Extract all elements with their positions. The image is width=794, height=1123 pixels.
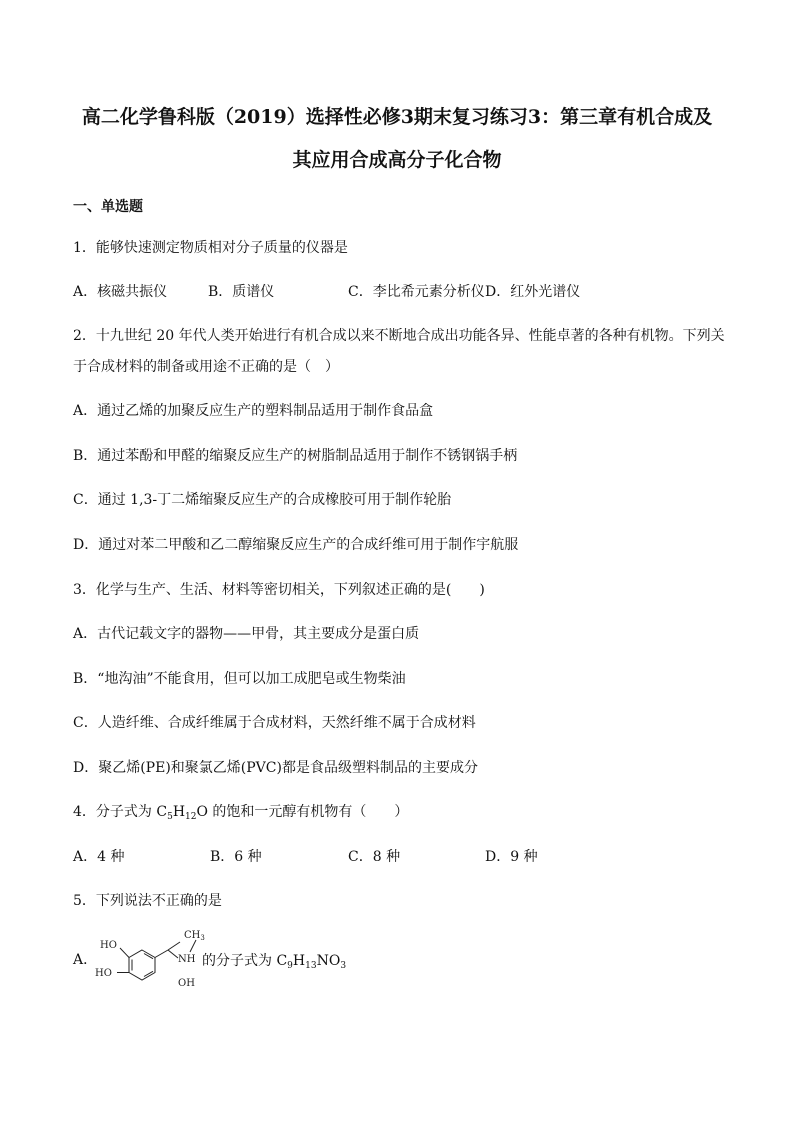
ho-top-label: HO [100, 940, 117, 951]
q3-option-a: A．古代记载文字的器物——甲骨，其主要成分是蛋白质 [73, 626, 420, 642]
bond-ch-nh [168, 950, 178, 958]
q1-option-a: A．核磁共振仪 [73, 284, 168, 300]
q2-stem-line-2: 于合成材料的制备或用途不正确的是（ ） [73, 359, 339, 375]
q5-option-a-label: A． [73, 952, 98, 968]
q4-option-c: C．8 种 [348, 849, 401, 865]
q2-option-d: D．通过对苯二甲酸和乙二醇缩聚反应生产的合成纤维可用于制作宇航服 [73, 537, 519, 553]
document-title-line-2: 其应用合成高分子化合物 [292, 149, 502, 171]
bond-ch-oh [168, 942, 180, 950]
q5-option-a-text: 的分子式为 $C_9H_{13}NO_3$ [202, 953, 347, 971]
bond-ho-top [120, 948, 129, 958]
q4-option-b: B．6 种 [210, 849, 262, 865]
q1-stem: 1．能够快速测定物质相对分子质量的仪器是 [73, 240, 348, 256]
q1-options [73, 282, 693, 302]
nh-label: NH [178, 954, 196, 965]
section-heading: 一、单选题 [73, 199, 143, 215]
q4-stem: 4．分子式为 $C_5H_{12}O$ 的饱和一元醇有机物有（ ） [73, 804, 409, 822]
bond-side-chain [155, 950, 168, 958]
q2-stem-line-1: 2．十九世纪 20 年代人类开始进行有机合成以来不断地合成出功能各异、性能卓著的各种有机物。下列关 [73, 328, 725, 344]
q3-stem: 3．化学与生产、生活、材料等密切相关，下列叙述正确的是( ) [73, 582, 485, 598]
q4-option-a: A．4 种 [73, 849, 125, 865]
molecule-structure-diagram [92, 928, 205, 992]
bond-n-ch3 [190, 940, 196, 952]
oh-label: OH [178, 978, 195, 989]
q4-options [73, 847, 693, 867]
q3-option-b: B．“地沟油”不能食用，但可以加工成肥皂或生物柴油 [73, 671, 406, 687]
q2-option-b: B．通过苯酚和甲醛的缩聚反应生产的树脂制品适用于制作不锈钢锅手柄 [73, 448, 518, 464]
q4-option-d: D．9 种 [485, 849, 538, 865]
benzene-ring [129, 950, 155, 980]
q2-option-c: C．通过 1,3-丁二烯缩聚反应生产的合成橡胶可用于制作轮胎 [73, 492, 452, 508]
ho-left-label: HO [95, 968, 112, 979]
q1-option-b: B．质谱仪 [208, 284, 275, 300]
document-title-line-1: 高二化学鲁科版（2019）选择性必修3期末复习练习3：第三章有机合成及 [81, 106, 713, 128]
q3-option-d: D．聚乙烯(PE)和聚氯乙烯(PVC)都是食品级塑料制品的主要成分 [73, 760, 478, 776]
ch3-label: $CH_3$ [184, 930, 205, 942]
q3-option-c: C．人造纤维、合成纤维属于合成材料，天然纤维不属于合成材料 [73, 715, 476, 731]
q1-option-d: D．红外光谱仪 [485, 284, 581, 300]
q5-stem: 5．下列说法不正确的是 [73, 893, 222, 909]
q1-option-c: C．李比希元素分析仪 [348, 284, 485, 300]
q2-option-a: A．通过乙烯的加聚反应生产的塑料制品适用于制作食品盒 [73, 403, 434, 419]
